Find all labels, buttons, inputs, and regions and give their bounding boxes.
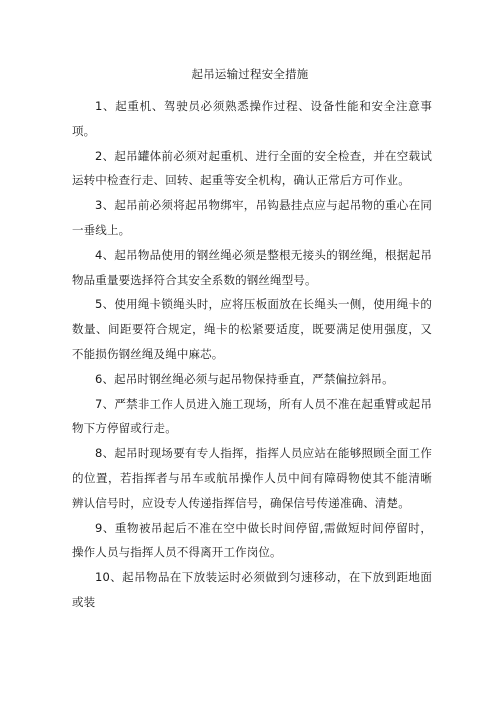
paragraph-3: 3、起吊前必须将起吊物绑牢，吊钩悬挂点应与起吊物的重心在同一垂线上。: [72, 198, 432, 237]
paragraph-2: 2、起吊罐体前必须对起重机、进行全面的安全检查，并在空载试运转中检查行走、回转、起重等安全机构，确认正常后方可作业。: [72, 148, 432, 188]
document-body: [72, 94, 432, 615]
paragraph-6: 6、起吊时钢丝绳必须与起吊物保持垂直，严禁偏拉斜吊。: [95, 371, 394, 386]
paragraph-1: 1、起重机、驾驶员必须熟悉操作过程、设备性能和安全注意事项。: [72, 99, 432, 138]
paragraph-7: 7、严禁非工作人员进入施工现场，所有人员不准在起重臂或起吊物下方停留或行走。: [72, 396, 432, 436]
paragraph-10: 10、起吊物品在下放装运时必须做到匀速移动，在下放到距地面或装: [72, 570, 432, 609]
paragraph-9: 9、重物被吊起后不准在空中做长时间停留,需做短时间停留时，操作人员与指挥人员不得离开工作岗位。: [72, 520, 432, 560]
paragraph-5: 5、使用绳卡锁绳头时，应将压板面放在长绳头一侧，使用绳卡的数量、间距要符合规定，绳卡的松紧要适度，既要满足使用强度，又不能损伤钢丝绳及绳中麻芯。: [72, 297, 432, 361]
paragraph-4: 4、起吊物品使用的钢丝绳必须是整根无接头的钢丝绳，根据起吊物品重量要选择符合其安全系数的钢丝绳型号。: [72, 247, 432, 287]
paragraph-8: 8、起吊时现场要有专人指挥，指挥人员应站在能够照顾全面工作的位置，若指挥者与吊车或航吊操作人员中间有障碍物使其不能清晰辨认信号时，应设专人传递指挥信号，确保信号传递准确、清楚。: [72, 446, 432, 510]
document-title: 起吊运输过程安全措施: [191, 67, 309, 81]
